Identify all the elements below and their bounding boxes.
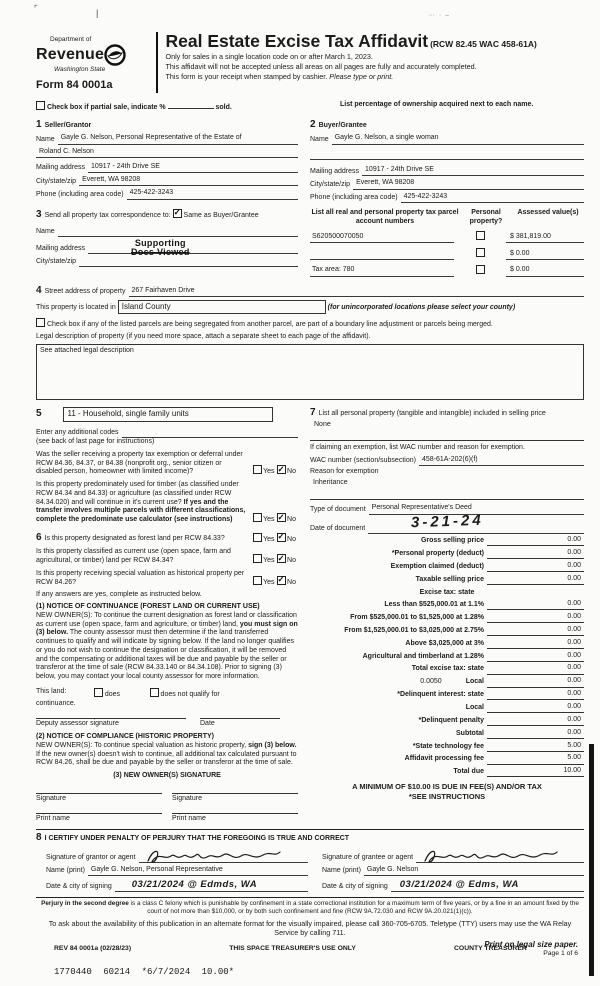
tax-row-label: Above $3,025,000 at 3% bbox=[405, 639, 484, 647]
timber-no-checkbox[interactable] bbox=[277, 513, 286, 522]
separator bbox=[310, 440, 584, 441]
revenue-wordmark: Revenue bbox=[36, 46, 105, 64]
header-note-3b: Please type or print. bbox=[329, 71, 394, 81]
legal-description-box[interactable] bbox=[36, 344, 584, 400]
legal-description-label: Legal description of property (if you need more space, attach a separate sheet to each page of the affidavit). bbox=[36, 332, 371, 340]
tax-row-amount: 0.00 bbox=[537, 613, 584, 623]
doc-date-label: Date of document bbox=[310, 524, 366, 532]
tax-row-label: *Personal property (deduct) bbox=[391, 549, 484, 557]
tax-row-label: *State technology fee bbox=[412, 742, 484, 750]
personal-property-value[interactable]: None bbox=[314, 421, 331, 428]
same-as-buyer-checkbox[interactable] bbox=[173, 209, 182, 218]
no-label: No bbox=[287, 535, 296, 543]
treasurer-space-label: THIS SPACE TREASURER'S USE ONLY bbox=[229, 945, 356, 952]
timber-question-b: If yes and the transfer involves multiple parcels with different classifications, complete the predominate use calculator (see instructions) bbox=[36, 498, 246, 523]
section-3-correspondence bbox=[36, 209, 298, 222]
grantor-date-label: Date & city of signing bbox=[46, 883, 112, 891]
grantee-print-label: Name (print) bbox=[322, 867, 361, 875]
tax-row-label: *Delinquent interest: state bbox=[397, 691, 484, 699]
seller-name-label: Name bbox=[36, 135, 55, 143]
section-7-personal-property bbox=[310, 407, 584, 824]
tax-row-label: Exemption claimed (deduct) bbox=[390, 562, 484, 570]
parcel-row bbox=[310, 248, 584, 260]
tax-row-amount: 5.00 bbox=[537, 754, 584, 764]
notice-compliance-body bbox=[36, 742, 298, 768]
segregated-label: Check box if any of the listed parcels are being segregated from another parcel, are part of a boundary line adjustment or parcels being merged. bbox=[46, 321, 493, 328]
section-8-number: 8 bbox=[36, 832, 42, 844]
grantor-signature-field[interactable] bbox=[139, 847, 308, 863]
perjury-note bbox=[36, 897, 584, 937]
same-as-buyer-label: Same as Buyer/Grantee bbox=[183, 211, 259, 219]
personal-property-checkbox[interactable] bbox=[476, 265, 485, 274]
buyer-name-label: Name bbox=[310, 135, 329, 143]
assessed-value-field[interactable]: $ 0.00 bbox=[506, 250, 584, 260]
see-instructions-note: *SEE INSTRUCTIONS bbox=[408, 791, 486, 801]
continuance-label: continuance. bbox=[36, 699, 76, 707]
notice-2-b: sign (3) below. bbox=[248, 741, 297, 749]
parcel-number-field[interactable]: S620500070050 bbox=[310, 233, 454, 243]
dor-logo-block bbox=[36, 30, 154, 93]
section-2-number: 2 bbox=[310, 118, 316, 130]
does-label: does bbox=[104, 690, 121, 698]
buyer-city-field[interactable]: Everett, WA 98208 bbox=[353, 179, 584, 189]
tax-row-amount: 0.00 bbox=[537, 716, 584, 726]
tax-row-label: Local bbox=[465, 703, 484, 711]
header-note-3a: This form is your receipt when stamped by cashier. bbox=[165, 71, 330, 81]
doc-type-label: Type of document bbox=[310, 505, 366, 513]
tax-row-amount: 5.00 bbox=[537, 742, 584, 752]
stamp-line-1: Supporting bbox=[134, 237, 186, 248]
correspondence-name-label: Name bbox=[36, 227, 55, 235]
section-1-title: Seller/Grantor bbox=[44, 121, 92, 129]
grantee-print-field[interactable]: Gayle G. Nelson bbox=[364, 866, 584, 876]
current-yes-checkbox[interactable] bbox=[253, 554, 262, 563]
tax-row-amount: 0.00 bbox=[537, 536, 584, 546]
dor-swirl-logo-icon bbox=[104, 44, 126, 66]
header-note-2: This affidavit will not be accepted unless all areas on all pages are fully and accurately completed. bbox=[165, 61, 477, 71]
seller-phone-label: Phone (including area code) bbox=[36, 190, 124, 198]
county-select[interactable]: Island County bbox=[118, 300, 326, 314]
seller-phone-field[interactable]: 425-422-3243 bbox=[127, 189, 298, 199]
section-7-number: 7 bbox=[310, 406, 316, 418]
timber-question-a: Is this property predominately used for timber (as classified under RCW 84.34 and 84.33) or agriculture (as classified under RCW 84.34.020) and will continue in it's current use? bbox=[36, 481, 239, 506]
tax-row-amount: 0.00 bbox=[537, 639, 584, 649]
tax-row-label: Taxable selling price bbox=[415, 575, 484, 583]
supporting-docs-stamp bbox=[131, 239, 190, 257]
timber-question bbox=[36, 481, 253, 525]
street-address-label: Street address of property bbox=[44, 288, 126, 296]
additional-codes-field[interactable] bbox=[122, 429, 299, 439]
tax-row-label: From $1,525,000.01 to $3,025,000 at 2.75% bbox=[344, 626, 484, 634]
see-back-note: (see back of last page for instructions) bbox=[36, 438, 155, 445]
this-land-label: This land: bbox=[36, 687, 67, 695]
perjury-rest: is a class C felony which is punishable by confinement in a state correctional institution for a maximum term of five years, or by a fine in an amount fixed by the court of not more than $10,000, or by both such confinement and fine (RCW 9A.72.030 and RCW 9A.20.021(1)(c)). bbox=[128, 900, 579, 915]
local-rate-value: 0.0050 bbox=[420, 678, 442, 686]
seller-name-field[interactable]: Gayle G. Nelson, Personal Representative of the Estate of bbox=[58, 134, 298, 144]
historic-no-checkbox[interactable] bbox=[277, 576, 286, 585]
grantor-sig-label: Signature of grantor or agent bbox=[46, 854, 136, 861]
wac-label: WAC number (section/subsection) bbox=[310, 457, 416, 464]
tax-row-label: *Delinquent penalty bbox=[418, 716, 484, 724]
tax-row-label: Gross selling price bbox=[420, 537, 484, 545]
section-4-property bbox=[36, 285, 584, 400]
grantee-signature-field[interactable] bbox=[416, 847, 584, 863]
tax-row-amount: 0.00 bbox=[537, 652, 584, 662]
tax-row-amount: 0.00 bbox=[537, 690, 584, 700]
notice-continuance-body bbox=[36, 612, 298, 682]
cashier-validation-stamp: 1770440 60214 *6/7/2024 10.00* bbox=[54, 967, 235, 978]
grantor-print-field[interactable]: Gayle G. Nelson, Personal Representative bbox=[88, 866, 308, 876]
does-not-label: does not qualify for bbox=[160, 690, 220, 698]
notice-1-c: The county assessor must then determine if the land transferred continues to qualify and will indicate by signing below. If the land no longer qualifies or you do not wish to continue the designation or classification, it will be removed and the compensating or additional taxes will be due and payable by the seller or transferor at the time of sale (RCW 84.33.140 or 84.34.108). Prior to signing (3) below, you may contact your local county assessor for more information. bbox=[36, 629, 294, 680]
deputy-date-line[interactable]: Date bbox=[200, 718, 280, 729]
current-use-question: Is this property classified as current use (open space, farm and agricultural, or timber) land per RCW 84.34? bbox=[36, 548, 231, 564]
located-in-label: This property is located in bbox=[36, 303, 116, 311]
section-6-land bbox=[36, 532, 298, 545]
no-label: No bbox=[287, 468, 296, 476]
buyer-mailing-label: Mailing address bbox=[310, 167, 360, 175]
form-header bbox=[36, 30, 584, 93]
tax-row-amount: 0.00 bbox=[537, 549, 584, 559]
legal-description-value: See attached legal description bbox=[40, 346, 134, 354]
section-2-buyer bbox=[310, 119, 584, 277]
grantee-date-handwriting[interactable]: 03/21/2024 @ Edms, WA bbox=[399, 878, 519, 890]
section-8-certification bbox=[36, 829, 584, 892]
scan-artifact: | bbox=[96, 8, 99, 18]
tax-row-label: Less than $525,000.01 at 1.1% bbox=[384, 601, 484, 609]
no-label: No bbox=[287, 516, 296, 523]
section-1-seller bbox=[36, 119, 298, 277]
section-3-number: 3 bbox=[36, 208, 42, 220]
grantee-signature-icon bbox=[419, 847, 559, 865]
tax-row-amount: 0.00 bbox=[537, 562, 584, 572]
partial-sale-row bbox=[36, 101, 326, 113]
buyer-phone-label: Phone (including area code) bbox=[310, 194, 398, 201]
page-indicator: Page 1 of 6 bbox=[543, 949, 578, 957]
alt-format-note: To ask about the availability of this publication in an alternate format for the visually impaired, please call 360-705-6705. Teletype (TTY) users may use the WA Relay Service by calling 711. bbox=[48, 919, 572, 937]
forest-question: Is this property designated as forest land per RCW 84.33? bbox=[44, 534, 225, 542]
stamp-line-2: Docs Viewed bbox=[131, 246, 190, 257]
correspondence-city-field[interactable] bbox=[79, 257, 298, 267]
grantee-signature-block bbox=[308, 845, 584, 892]
new-owner-signature-title: (3) NEW OWNER(S) SIGNATURE bbox=[113, 772, 221, 779]
washington-state-label: Washington State bbox=[54, 66, 106, 74]
assessed-value-field[interactable]: $ 381,819.00 bbox=[506, 233, 584, 243]
notice-compliance-title: (2) NOTICE OF COMPLIANCE (HISTORIC PROPERTY) bbox=[36, 733, 214, 740]
correspondence-mailing-field[interactable] bbox=[88, 245, 298, 255]
exemption-note: If claiming an exemption, list WAC number and reason for exemption. bbox=[310, 443, 525, 451]
doc-date-handwriting: 3-21-24 bbox=[410, 511, 485, 532]
no-label: No bbox=[287, 557, 296, 564]
seller-city-field[interactable]: Everett, WA 98208 bbox=[79, 176, 298, 186]
timber-yes-checkbox[interactable] bbox=[253, 513, 262, 522]
scan-artifact: ⌜ bbox=[34, 4, 38, 13]
scan-artifact: ··· · – bbox=[428, 12, 449, 19]
tax-row-amount: 0.00 bbox=[537, 703, 584, 713]
form-number: Form 84 0001a bbox=[36, 79, 113, 92]
section-1-number: 1 bbox=[36, 118, 42, 130]
buyer-name-field-2[interactable] bbox=[310, 151, 584, 161]
perjury-lead: Perjury in the second degree bbox=[41, 900, 129, 907]
seller-city-label: City/state/zip bbox=[36, 177, 77, 185]
excise-tax-header: Excise tax: state bbox=[419, 588, 475, 596]
segregated-checkbox[interactable] bbox=[36, 318, 45, 327]
exemption-question: Was the seller receiving a property tax exemption or deferral under RCW 84.36, 84.37, or 84.38 (nonprofit org., senior citizen or disabled person, homeowner with limited income)? bbox=[36, 450, 243, 476]
no-label: No bbox=[287, 578, 296, 586]
grantor-signature-icon bbox=[142, 847, 282, 865]
this-land-row bbox=[36, 688, 298, 700]
header-note-3 bbox=[166, 72, 585, 81]
correspondence-label: Send all property tax correspondence to: bbox=[44, 211, 171, 219]
parcel-col-header: List all real and personal property tax parcel account numbers bbox=[311, 208, 459, 225]
seller-name-field-2[interactable]: Roland C. Nelson bbox=[36, 148, 298, 158]
owner-signature-line-1[interactable]: Signature bbox=[36, 793, 162, 804]
current-no-checkbox[interactable] bbox=[277, 554, 286, 563]
doc-type-field[interactable]: Personal Representative's Deed bbox=[369, 504, 584, 514]
buyer-phone-field[interactable]: 425-422-3243 bbox=[401, 193, 584, 203]
forest-no-checkbox[interactable] bbox=[277, 533, 286, 542]
correspondence-name-field[interactable] bbox=[58, 227, 298, 237]
tax-row-amount: 0.00 bbox=[537, 664, 584, 674]
notice-continuance-title: (1) NOTICE OF CONTINUANCE (FOREST LAND OR CURRENT USE) bbox=[36, 603, 260, 610]
sold-label: sold. bbox=[215, 104, 232, 111]
certify-statement: I CERTIFY UNDER PENALTY OF PERJURY THAT THE FOREGOING IS TRUE AND CORRECT bbox=[44, 835, 350, 843]
tax-row-amount: 0.00 bbox=[537, 575, 584, 585]
dept-of-label: Department of bbox=[50, 36, 92, 43]
owner-signature-line-2[interactable]: Signature bbox=[172, 793, 298, 804]
form-title-rcw: (RCW 82.45 WAC 458-61A) bbox=[430, 39, 537, 49]
grantee-date-label: Date & city of signing bbox=[322, 883, 388, 891]
buyer-city-label: City/state/zip bbox=[310, 180, 351, 188]
yes-label: Yes bbox=[263, 535, 275, 543]
assessed-value-col-header: Assessed value(s) bbox=[517, 208, 579, 216]
tax-row-label: Local bbox=[465, 678, 484, 686]
partial-sale-label: Check box if partial sale, indicate % bbox=[46, 104, 166, 111]
tax-row-label: From $525,000.01 to $1,525,000 at 1.28% bbox=[350, 614, 484, 622]
deputy-signature-line[interactable]: Deputy assessor signature bbox=[36, 718, 186, 729]
tax-row-label: Subtotal bbox=[456, 729, 484, 737]
additional-codes-label: Enter any additional codes bbox=[36, 429, 119, 437]
parcel-table-header bbox=[310, 209, 584, 227]
partial-sale-checkbox[interactable] bbox=[36, 101, 45, 110]
yes-label: Yes bbox=[263, 516, 275, 523]
scan-artifact-bar bbox=[589, 744, 594, 976]
separator bbox=[310, 499, 584, 500]
tax-row-label: Total due bbox=[453, 768, 484, 776]
exemption-yes-checkbox[interactable] bbox=[253, 465, 262, 474]
parcel-row bbox=[310, 231, 584, 243]
county-treasurer-label: COUNTY TREASURER bbox=[454, 945, 527, 952]
tax-row-amount: 0.00 bbox=[537, 600, 584, 610]
grantor-date-handwriting[interactable]: 03/21/2024 @ Edmds, WA bbox=[131, 878, 258, 890]
print-note: Print on legal size paper. bbox=[484, 939, 578, 949]
personal-property-checkbox[interactable] bbox=[476, 231, 485, 240]
grantor-signature-block bbox=[36, 845, 308, 892]
forest-yes-checkbox[interactable] bbox=[253, 533, 262, 542]
correspondence-city-label: City/state/zip bbox=[36, 257, 77, 265]
parcel-number-field[interactable] bbox=[310, 250, 454, 260]
ownership-note: List percentage of ownership acquired next to each name. bbox=[340, 101, 534, 108]
doc-date-field[interactable] bbox=[368, 513, 584, 533]
notice-2-a: NEW OWNER(S): To continue special valuation as historic property, bbox=[36, 741, 249, 749]
notice-2-c: If the new owner(s) doesn't wish to continue, all additional tax calculated pursuant to RCW 84.26, shall be due and payable by the seller or transferor at the time of sale. bbox=[36, 750, 297, 767]
print-note-block bbox=[484, 940, 578, 958]
local-tax-row-label bbox=[310, 678, 484, 687]
buyer-mailing-field[interactable]: 10917 - 24th Drive SE bbox=[362, 166, 584, 176]
land-use-code-select[interactable]: 11 - Household, single family units bbox=[63, 407, 273, 422]
buyer-name-field[interactable]: Gayle G. Nelson, a single woman bbox=[332, 134, 584, 144]
tax-row-amount: 0.00 bbox=[537, 729, 584, 739]
section-5-use bbox=[36, 407, 298, 824]
historic-yes-checkbox[interactable] bbox=[253, 576, 262, 585]
tax-row-amount: 10.00 bbox=[537, 767, 584, 777]
does-not-checkbox[interactable] bbox=[150, 688, 159, 697]
tax-row-label: Affidavit processing fee bbox=[404, 755, 484, 763]
tax-row-amount: 0.00 bbox=[537, 626, 584, 636]
seller-mailing-field[interactable]: 10917 - 24th Drive SE bbox=[88, 163, 298, 173]
section-5-number: 5 bbox=[36, 407, 42, 419]
reason-value[interactable]: Inheritance bbox=[313, 478, 348, 486]
owner-print-line-1[interactable]: Print name bbox=[36, 813, 162, 824]
historic-question: Is this property receiving special valuation as historical property per RCW 84.26? bbox=[36, 569, 245, 586]
header-divider bbox=[156, 32, 158, 93]
exemption-no-checkbox[interactable] bbox=[277, 465, 286, 474]
personal-property-col-header: Personal property? bbox=[469, 208, 503, 225]
form-title: Real Estate Excise Tax Affidavit bbox=[165, 31, 429, 51]
does-checkbox[interactable] bbox=[94, 688, 103, 697]
county-note: (for unincorporated locations please select your county) bbox=[327, 303, 516, 311]
minimum-due-note: A MINIMUM OF $10.00 IS DUE IN FEE(S) AND/OR TAX bbox=[352, 782, 542, 792]
tax-area-field[interactable]: Tax area: 780 bbox=[310, 266, 454, 276]
yes-label: Yes bbox=[263, 557, 275, 564]
reason-label: Reason for exemption bbox=[310, 467, 379, 475]
owner-print-line-2[interactable]: Print name bbox=[172, 813, 298, 824]
section-4-number: 4 bbox=[36, 284, 42, 296]
grantor-print-label: Name (print) bbox=[46, 867, 85, 875]
notice-1-a: NEW OWNER(S): To continue the current designation as forest land or classification as current use (open space, farm and agriculture, or timber) land, bbox=[36, 611, 297, 628]
notice-1-b: you must sign on (3) below. bbox=[36, 620, 298, 637]
street-address-field[interactable]: 267 Fairhaven Drive bbox=[129, 287, 585, 297]
if-yes-note: If any answers are yes, complete as instructed below. bbox=[36, 591, 202, 599]
personal-property-heading: List all personal property (tangible and intangible) included in selling price bbox=[318, 409, 546, 417]
personal-property-checkbox[interactable] bbox=[476, 248, 485, 257]
assessed-value-field[interactable]: $ 0.00 bbox=[506, 266, 584, 276]
grantee-sig-label: Signature of grantee or agent bbox=[322, 854, 414, 861]
tax-row-label: Agricultural and timberland at 1.28% bbox=[362, 652, 484, 660]
yes-label: Yes bbox=[263, 578, 275, 586]
parcel-row bbox=[310, 265, 584, 277]
section-6-number: 6 bbox=[36, 531, 42, 543]
correspondence-mailing-label: Mailing address bbox=[36, 245, 86, 253]
header-note-1: Only for sales in a single location code on or after March 1, 2023. bbox=[165, 51, 373, 61]
seller-mailing-label: Mailing address bbox=[36, 164, 86, 172]
tax-row-amount: 0.00 bbox=[537, 677, 584, 687]
section-2-title: Buyer/Grantee bbox=[318, 121, 367, 129]
wac-field[interactable]: 458-61A-202(6)(f) bbox=[419, 456, 584, 466]
tax-row-label: Total excise tax: state bbox=[411, 665, 484, 673]
yes-label: Yes bbox=[263, 468, 275, 476]
rev-number: REV 84 0001a (02/28/23) bbox=[54, 945, 132, 952]
partial-percent-field[interactable] bbox=[168, 108, 214, 109]
